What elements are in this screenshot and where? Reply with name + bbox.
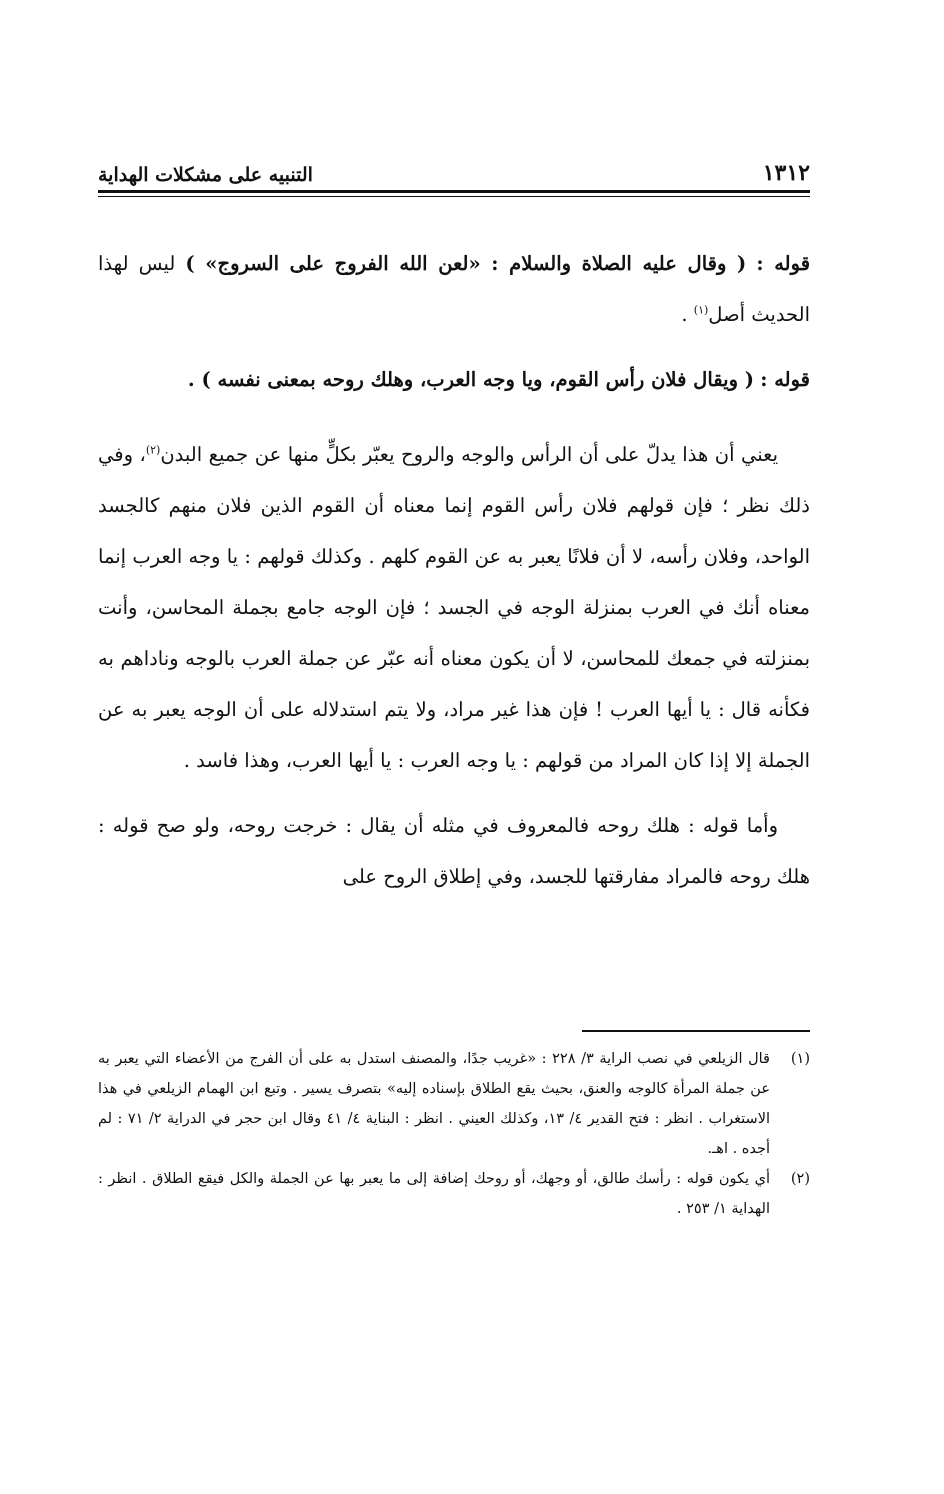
footnote-2 [98, 1164, 810, 1224]
hadith-quote: ( وقال عليه الصلاة والسلام : «لعن الله الفروج على السروج» ) [185, 252, 747, 275]
page-number: ١٣١٢ [762, 160, 810, 186]
footnote-ref-2: (٢) [145, 443, 161, 457]
paragraph-1-text: ليس لهذا الحديث أصل [98, 252, 810, 326]
paragraph-3-part-1: يعني أن هذا يدلّ على أن الرأس والوجه والروح يعبّر بكلٍّ منها عن جميع البدن [160, 443, 778, 466]
paragraph-1-end: . [681, 303, 694, 326]
paragraph-4-text: وأما قوله : هلك روحه فالمعروف في مثله أن يقال : خرجت روحه، ولو صح قوله : هلك روحه فالمراد مفارقتها للجسد، وفي إطلاق الروح على [98, 814, 810, 888]
footnote-1 [98, 1044, 810, 1164]
main-text [98, 238, 810, 902]
footnotes [98, 1044, 810, 1224]
paragraph-4 [98, 800, 810, 902]
footnote-number: (٢) [790, 1171, 810, 1187]
footnote-number: (١) [790, 1051, 810, 1067]
footnote-text: قال الزيلعي في نصب الراية ٣/ ٢٢٨ : «غريب جدًا، والمصنف استدل به على أن الفرج من الأعضاء التي يعبر به عن جملة المرأة كالوجه والعنق، بحيث يقع الطلاق بإسناده إليه» بتصرف يسير . وتبع ابن الهمام الزيلعي في هذا الاستغراب . انظر : فتح القدير ٤/ ١٣، وكذلك العيني . انظر : البناية ٤/ ٤١ وقال ابن حجر في الدراية ٢/ ٧١ : لم أجده . اهـ. [98, 1051, 770, 1157]
quoted-saying: ( ويقال فلان رأس القوم، ويا وجه العرب، وهلك روحه بمعنى نفسه ) . [187, 368, 755, 391]
header-rule-thin [98, 196, 810, 197]
quote-lead: قوله : [756, 252, 811, 275]
quote-lead: قوله : [760, 368, 810, 391]
paragraph-2 [98, 354, 810, 405]
paragraph-3-part-2: ، وفي ذلك نظر ؛ فإن قولهم فلان رأس القوم إنما معناه أن القوم الذين فلان منهم كالجسد الواحد، وفلان رأسه، لا أن فلانًا يعبر به عن القوم كلهم . وكذلك قولهم : يا وجه العرب إنما معناه أنك في العرب بمنزلة الوجه في الجسد ؛ فإن الوجه جامع بجملة المحاسن، وأنت بمنزلته في جمعك للمحاسن، لا أن يكون معناه أنه عبّر عن جملة العرب بالوجه وناداهم به فكأنه قال : يا أيها العرب ! فإن هذا غير مراد، ولا يتم استدلاله على أن الوجه يعبر به عن الجملة إلا إذا كان المراد من قولهم : يا وجه العرب : يا أيها العرب، وهذا فاسد . [98, 443, 810, 772]
footnote-separator [582, 1030, 810, 1032]
footnote-text: أي يكون قوله : رأسك طالق، أو وجهك، أو روحك إضافة إلى ما يعبر بها عن الجملة والكل فيقع الطلاق . انظر : الهداية ١/ ٢٥٣ . [98, 1171, 770, 1217]
running-title: التنبيه على مشكلات الهداية [98, 164, 313, 186]
footnote-ref-1: (١) [693, 303, 709, 317]
header-rule-thick [98, 190, 810, 193]
page-header [98, 150, 810, 186]
paragraph-3 [98, 429, 810, 786]
paragraph-1 [98, 238, 810, 340]
